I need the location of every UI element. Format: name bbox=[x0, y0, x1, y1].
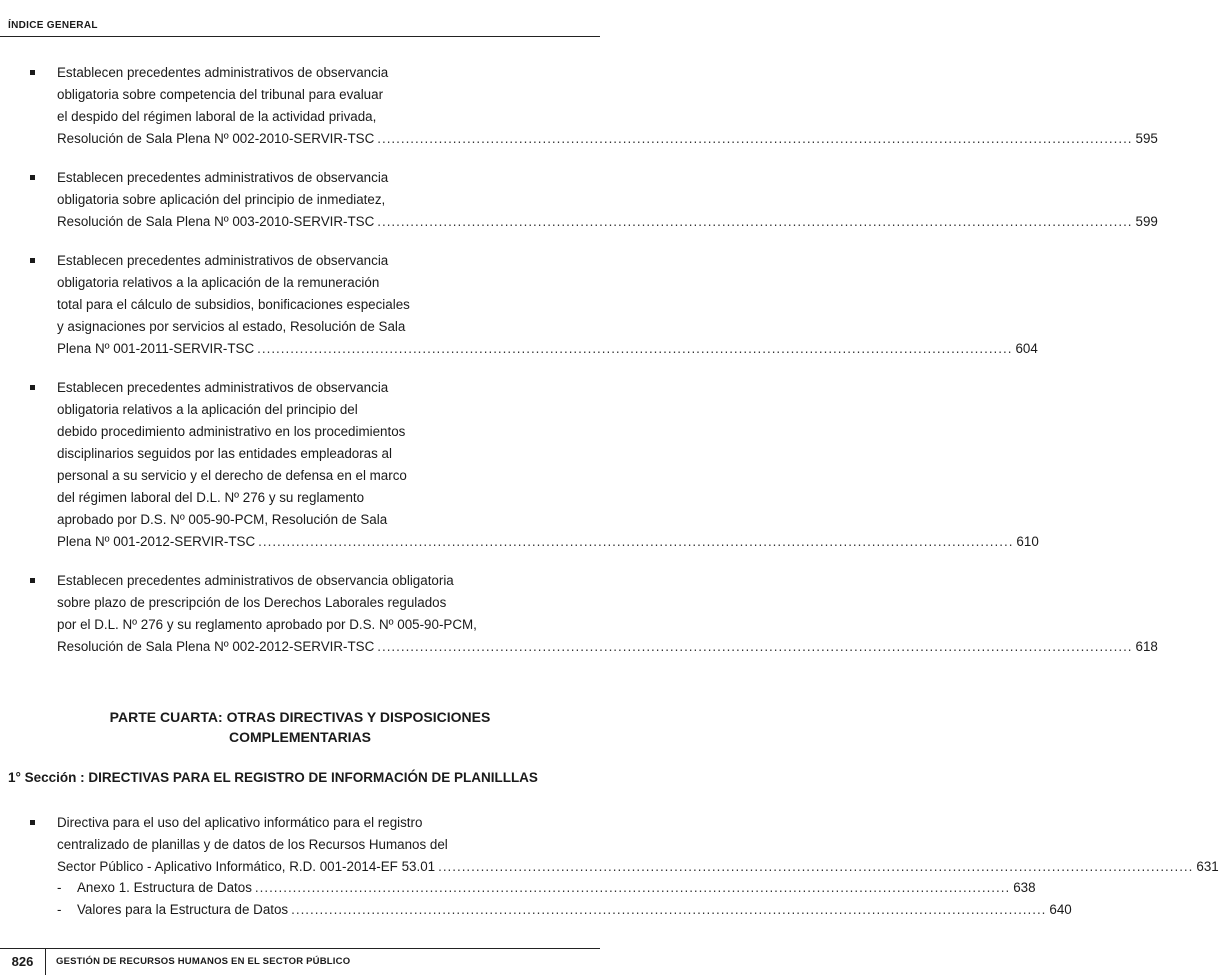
entry-text-line: Plena Nº 001-2012-SERVIR-TSC bbox=[57, 534, 256, 549]
entry-text-line: Resolución de Sala Plena Nº 003-2010-SERVIR-TSC bbox=[57, 214, 375, 229]
bullet-icon bbox=[30, 578, 35, 583]
entry-text-line: el despido del régimen laboral de la actividad privada, bbox=[57, 109, 377, 124]
annex-text: Valores para la Estructura de Datos bbox=[77, 902, 289, 917]
page-number: 618 bbox=[1135, 639, 1158, 654]
bullet-icon bbox=[30, 175, 35, 180]
dot-leader: ................................................................................................................................................................ bbox=[377, 131, 1133, 146]
toc-entry bbox=[30, 250, 1038, 360]
page-number: 599 bbox=[1135, 214, 1158, 229]
annex-list bbox=[57, 877, 1072, 921]
entry-leader-line bbox=[57, 531, 1039, 553]
dot-leader: ................................................................................................................................................................ bbox=[257, 341, 1013, 356]
running-header: ÍNDICE GENERAL bbox=[8, 20, 98, 31]
dot-leader: ................................................................................................................................................................ bbox=[254, 880, 1011, 895]
entry-leader-line bbox=[57, 128, 1158, 150]
dot-leader: ................................................................................................................................................................ bbox=[291, 902, 1047, 917]
dash-marker: - bbox=[57, 880, 62, 895]
toc-entries bbox=[30, 62, 1158, 658]
entry-text-line: Establecen precedentes administrativos de observancia bbox=[57, 65, 389, 80]
dot-leader: ................................................................................................................................................................ bbox=[377, 639, 1133, 654]
dash-marker: - bbox=[57, 902, 62, 917]
entry-leader-line bbox=[77, 899, 1072, 921]
directive-entries bbox=[30, 812, 1219, 878]
entry-text-line: Plena Nº 001-2011-SERVIR-TSC bbox=[57, 341, 255, 356]
entry-text-line: Resolución de Sala Plena Nº 002-2010-SERVIR-TSC bbox=[57, 131, 375, 146]
toc-entry bbox=[30, 62, 1158, 150]
dot-leader: ................................................................................................................................................................ bbox=[438, 859, 1194, 874]
annex-text: Anexo 1. Estructura de Datos bbox=[77, 880, 252, 895]
page-number: 604 bbox=[1015, 341, 1038, 356]
entry-text-line: aprobado por D.S. Nº 005-90-PCM, Resolución de Sala bbox=[57, 512, 388, 527]
entry-text-line: obligatoria relativos a la aplicación de la remuneración bbox=[57, 275, 380, 290]
dot-leader: ................................................................................................................................................................ bbox=[258, 534, 1014, 549]
part-heading-line-1: PARTE CUARTA: OTRAS DIRECTIVAS Y DISPOSICIONES bbox=[109, 709, 491, 725]
entry-text-line: Directiva para el uso del aplicativo informático para el registro bbox=[57, 815, 423, 830]
toc-entry bbox=[30, 377, 1039, 553]
page-number: 640 bbox=[1049, 902, 1072, 917]
entry-text-line: obligatoria relativos a la aplicación del principio del bbox=[57, 402, 358, 417]
page-number: 595 bbox=[1135, 131, 1158, 146]
toc-entry bbox=[30, 812, 1219, 878]
toc-entry bbox=[30, 167, 1158, 233]
running-footer: GESTIÓN DE RECURSOS HUMANOS EN EL SECTOR PÚBLICO bbox=[56, 956, 351, 967]
entry-leader-line bbox=[57, 211, 1158, 233]
footer-divider bbox=[0, 948, 600, 949]
entry-text-line: obligatoria sobre competencia del tribunal para evaluar bbox=[57, 87, 384, 102]
entry-leader-line bbox=[77, 877, 1036, 899]
bullet-icon bbox=[30, 820, 35, 825]
entry-text-line: Establecen precedentes administrativos de observancia obligatoria bbox=[57, 573, 454, 588]
entry-text-line: Establecen precedentes administrativos de observancia bbox=[57, 253, 389, 268]
entry-text-line: sobre plazo de prescripción de los Derechos Laborales regulados bbox=[57, 595, 447, 610]
part-heading-line-2: COMPLEMENTARIAS bbox=[228, 729, 372, 745]
entry-text-line: por el D.L. Nº 276 y su reglamento aprobado por D.S. Nº 005-90-PCM, bbox=[57, 617, 477, 632]
bullet-icon bbox=[30, 70, 35, 75]
page-number: 610 bbox=[1016, 534, 1039, 549]
entry-text-line: Establecen precedentes administrativos de observancia bbox=[57, 380, 389, 395]
entry-text-line: disciplinarios seguidos por las entidades empleadoras al bbox=[57, 446, 392, 461]
folio-number: 826 bbox=[0, 949, 46, 975]
bullet-icon bbox=[30, 258, 35, 263]
page-number: 638 bbox=[1013, 880, 1036, 895]
annex-item bbox=[57, 877, 1036, 899]
entry-text-line: personal a su servicio y el derecho de defensa en el marco bbox=[57, 468, 407, 483]
dot-leader: ................................................................................................................................................................ bbox=[377, 214, 1133, 229]
entry-leader-line bbox=[57, 636, 1158, 658]
section-heading: 1° Sección : DIRECTIVAS PARA EL REGISTRO DE INFORMACIÓN DE PLANILLLAS bbox=[8, 770, 538, 785]
entry-leader-line bbox=[57, 338, 1038, 360]
entry-text-line: obligatoria sobre aplicación del principio de inmediatez, bbox=[57, 192, 386, 207]
entry-text-line: del régimen laboral del D.L. Nº 276 y su reglamento bbox=[57, 490, 365, 505]
entry-text-line: y asignaciones por servicios al estado, Resolución de Sala bbox=[57, 319, 406, 334]
annex-item bbox=[57, 899, 1072, 921]
entry-text-line: Establecen precedentes administrativos de observancia bbox=[57, 170, 389, 185]
entry-text-line: Resolución de Sala Plena Nº 002-2012-SERVIR-TSC bbox=[57, 639, 375, 654]
toc-entry bbox=[30, 570, 1158, 658]
bullet-icon bbox=[30, 385, 35, 390]
entry-text-line: centralizado de planillas y de datos de los Recursos Humanos del bbox=[57, 837, 448, 852]
entry-text-line: total para el cálculo de subsidios, bonificaciones especiales bbox=[57, 297, 410, 312]
header-divider bbox=[0, 36, 600, 37]
entry-text-line: Sector Público - Aplicativo Informático, R.D. 001-2014-EF 53.01 bbox=[57, 859, 436, 874]
page-number: 631 bbox=[1196, 859, 1219, 874]
entry-text-line: debido procedimiento administrativo en los procedimientos bbox=[57, 424, 406, 439]
entry-leader-line bbox=[57, 856, 1219, 878]
